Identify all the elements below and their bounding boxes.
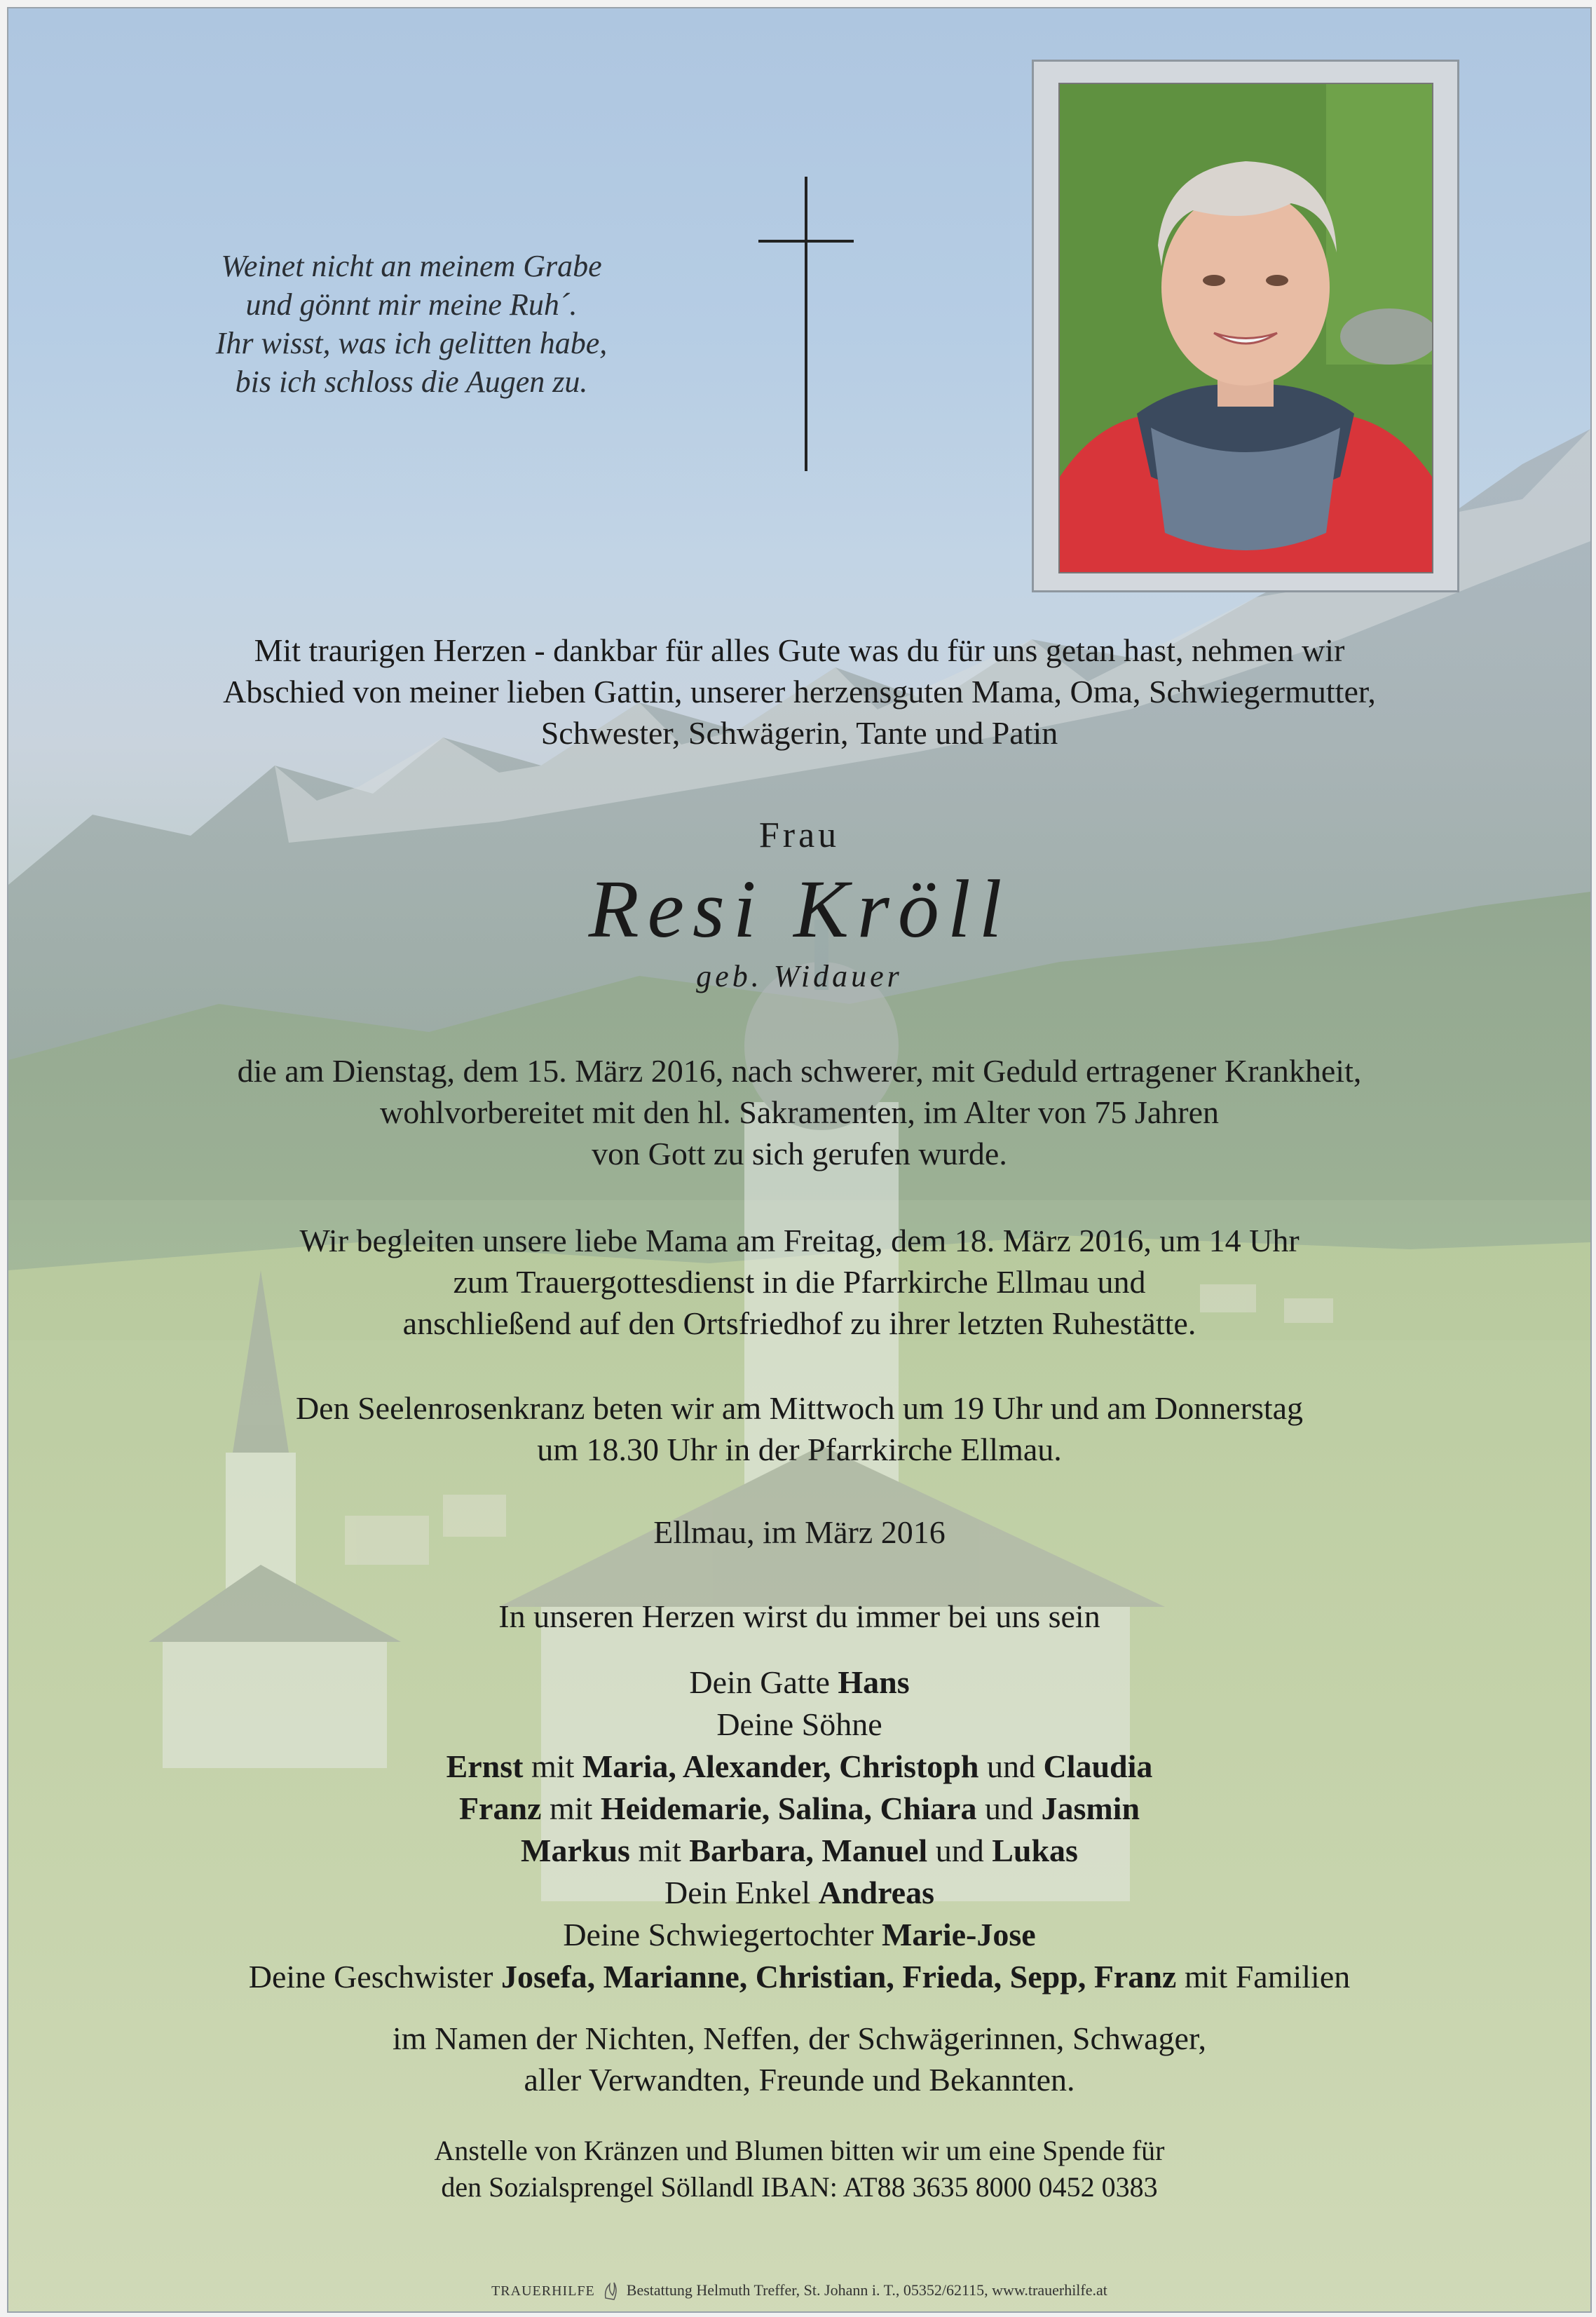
family-son-1	[50, 1746, 1548, 1788]
intro-text	[79, 630, 1520, 754]
daughter-in-law-name: Marie-Jose	[882, 1917, 1036, 1952]
poem	[114, 247, 709, 401]
grandson-name: Andreas	[818, 1875, 934, 1910]
trauerhilfe-logo-icon	[603, 2280, 618, 2301]
heart-line: In unseren Herzen wirst du immer bei uns sein	[498, 1598, 1100, 1634]
son-name: Markus	[521, 1833, 630, 1868]
funeral-line: zum Trauergottesdienst in die Pfarrkirche Ellmau und	[453, 1264, 1146, 1300]
connector: mit	[523, 1748, 582, 1784]
label: Dein Enkel	[664, 1875, 819, 1910]
portrait-illustration	[1060, 84, 1432, 572]
family-son-3	[50, 1830, 1548, 1872]
death-notice	[79, 1050, 1520, 1174]
son-name: Ernst	[446, 1748, 524, 1784]
son-family: Heidemarie, Salina, Chiara	[600, 1791, 977, 1826]
family-husband	[50, 1662, 1548, 1704]
connector: und	[927, 1833, 993, 1868]
salutation: Frau	[758, 815, 840, 855]
family-grandson	[50, 1872, 1548, 1914]
birth-name: geb. Widauer	[696, 959, 903, 993]
funeral-line: anschließend auf den Ortsfriedhof zu ihrer letzten Ruhestätte.	[402, 1305, 1196, 1341]
son-family-last: Lukas	[992, 1833, 1078, 1868]
son-name: Franz	[458, 1791, 542, 1826]
family-son-2	[50, 1788, 1548, 1830]
cross-icon	[758, 177, 857, 471]
portrait-photo	[1058, 83, 1433, 573]
husband-name: Hans	[838, 1664, 910, 1700]
rosary-line: Den Seelenrosenkranz beten wir am Mittwoch um 19 Uhr und am Donnerstag	[295, 1390, 1304, 1426]
death-notice-line: die am Dienstag, dem 15. März 2016, nach schwerer, mit Geduld ertragener Krankheit,	[237, 1053, 1362, 1089]
intro-line: Abschied von meiner lieben Gattin, unserer herzensguten Mama, Oma, Schwiegermutter,	[223, 674, 1376, 709]
connector: und	[978, 1748, 1044, 1784]
label: mit Familien	[1176, 1959, 1351, 1995]
son-family-last: Claudia	[1043, 1748, 1153, 1784]
connector: mit	[629, 1833, 690, 1868]
son-family: Barbara, Manuel	[689, 1833, 928, 1868]
funeral-line: Wir begleiten unsere liebe Mama am Freitag, dem 18. März 2016, um 14 Uhr	[299, 1223, 1300, 1258]
son-family-last: Jasmin	[1041, 1791, 1140, 1826]
intro-line: Schwester, Schwägerin, Tante und Patin	[540, 715, 1058, 751]
poem-line: Weinet nicht an meinem Grabe	[221, 249, 602, 283]
footer-text: Bestattung Helmuth Treffer, St. Johann i. T., 05352/62115, www.trauerhilfe.at	[626, 2281, 1107, 2299]
family-siblings	[50, 1956, 1548, 1998]
relatives-text	[79, 2018, 1520, 2100]
siblings-names: Josefa, Marianne, Christian, Frieda, Sepp, Franz	[500, 1959, 1177, 1995]
donation-line: Anstelle von Kränzen und Blumen bitten wir um eine Spende für	[434, 2135, 1165, 2166]
rosary-info	[79, 1387, 1520, 1470]
poem-line: und gönnt mir meine Ruh´.	[245, 287, 578, 322]
family-sons-heading: Deine Söhne	[716, 1706, 882, 1742]
label: Deine Schwiegertochter	[563, 1917, 882, 1952]
son-family: Maria, Alexander, Christoph	[582, 1748, 979, 1784]
deceased-name: Resi Kröll	[588, 863, 1011, 955]
label: Deine Geschwister	[248, 1959, 501, 1995]
rosary-line: um 18.30 Uhr in der Pfarrkirche Ellmau.	[537, 1432, 1062, 1467]
family-daughter-in-law	[50, 1914, 1548, 1956]
obituary-page	[7, 7, 1592, 2313]
place-date: Ellmau, im März 2016	[653, 1514, 946, 1550]
footer	[8, 2280, 1590, 2301]
death-notice-line: von Gott zu sich gerufen wurde.	[592, 1136, 1007, 1171]
poem-line: bis ich schloss die Augen zu.	[235, 365, 588, 399]
death-notice-line: wohlvorbereitet mit den hl. Sakramenten, im Alter von 75 Jahren	[380, 1094, 1219, 1130]
relatives-line: im Namen der Nichten, Neffen, der Schwägerinnen, Schwager,	[393, 2020, 1206, 2056]
footer-brand: TRAUERHILFE	[491, 2283, 595, 2299]
intro-line: Mit traurigen Herzen - dankbar für alles Gute was du für uns getan hast, nehmen wir	[254, 632, 1345, 668]
funeral-info	[79, 1220, 1520, 1344]
family-list	[50, 1662, 1548, 1998]
connector: mit	[541, 1791, 601, 1826]
connector: und	[976, 1791, 1042, 1826]
relatives-line: aller Verwandten, Freunde und Bekannten.	[524, 2062, 1075, 2098]
donation-request	[79, 2133, 1520, 2206]
label: Dein Gatte	[689, 1664, 838, 1700]
portrait-frame	[1032, 60, 1459, 592]
donation-line: den Sozialsprengel Söllandl IBAN: AT88 3635 8000 0452 0383	[441, 2171, 1158, 2203]
poem-line: Ihr wisst, was ich gelitten habe,	[215, 326, 608, 360]
